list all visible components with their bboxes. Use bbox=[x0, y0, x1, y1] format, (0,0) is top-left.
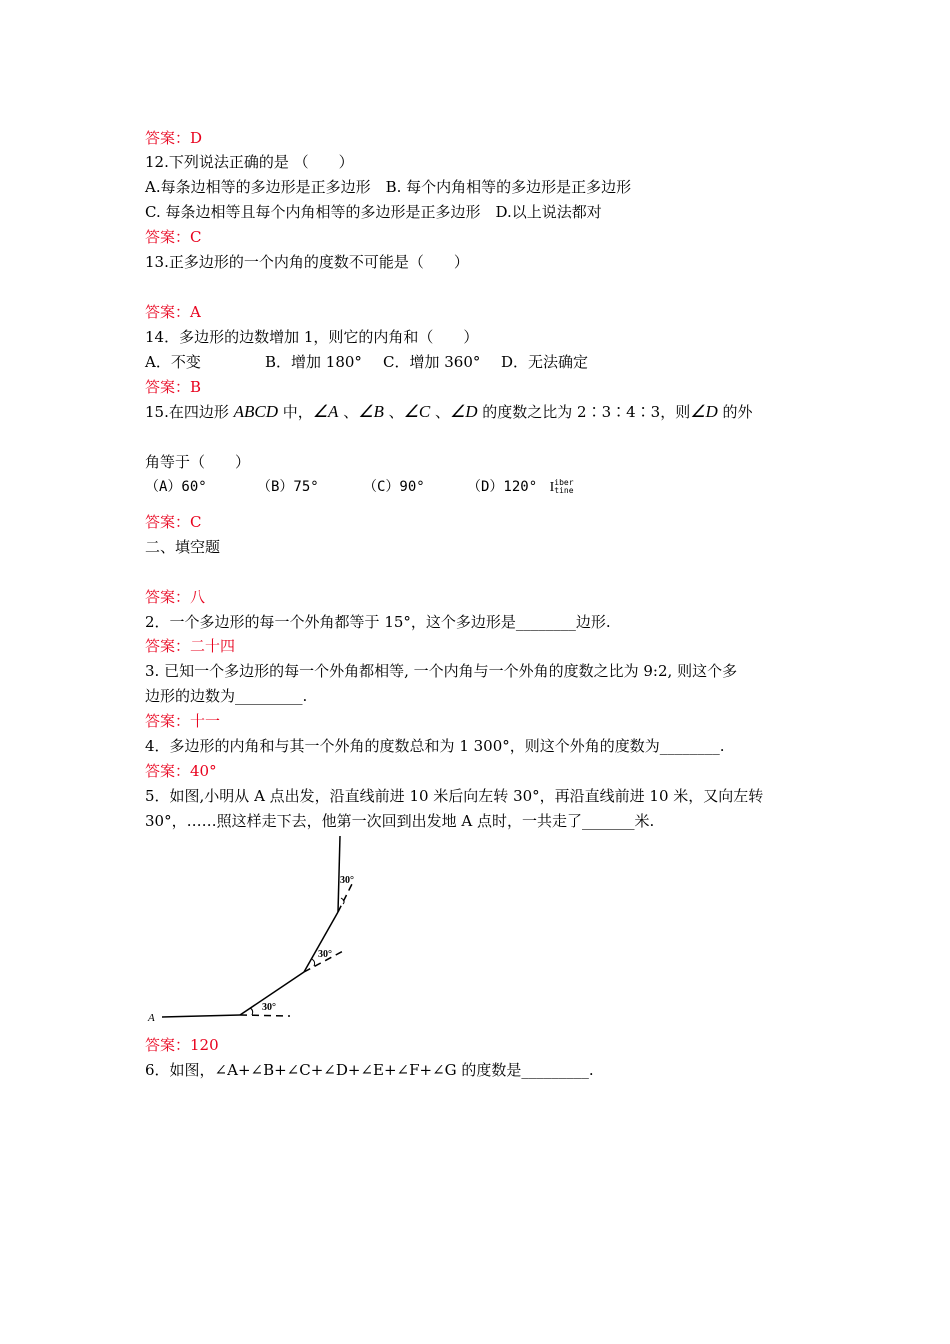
extension-line-1 bbox=[240, 1015, 290, 1016]
fill-question-5: 5．如图,小明从 A 点出发，沿直线前进 10 米后向左转 30°，再沿直线前进 10 米，又向左转 bbox=[145, 787, 764, 805]
angle-arc-2 bbox=[312, 959, 315, 966]
path-segment-3 bbox=[304, 912, 338, 972]
fill-question-3: 3. 已知一个多边形的每一个外角都相等, 一个内角与一个外角的度数之比为 9:2, 则这个多 bbox=[145, 662, 738, 680]
math-angle-c: ∠C bbox=[403, 402, 431, 421]
angle-label-2: 30° bbox=[318, 949, 332, 960]
angle-label-1: 30° bbox=[262, 1002, 276, 1013]
option-b: B．增加 180° bbox=[265, 353, 362, 371]
section-title-fill-in: 二、填空题 bbox=[145, 538, 221, 556]
option-d: （D）120° bbox=[467, 479, 538, 495]
extension-line-3 bbox=[338, 882, 353, 912]
question-15-options bbox=[145, 477, 574, 498]
fill-question-5-cont: 30°，……照这样走下去，他第一次回到出发地 A 点时，一共走了_______米. bbox=[145, 812, 655, 830]
option-a: A．不变 bbox=[145, 353, 201, 371]
question-12-options-cd: C. 每条边相等且每个内角相等的多边形是正多边形 D.以上说法都对 bbox=[145, 203, 602, 221]
answer-fill-4: 答案：40° bbox=[145, 762, 217, 780]
option-a: （A）60° bbox=[145, 479, 207, 495]
answer-13: 答案：A bbox=[145, 303, 201, 321]
math-angle-d-2: ∠D bbox=[690, 402, 718, 421]
answer-12: 答案：C bbox=[145, 228, 202, 246]
point-a-label: A bbox=[148, 1012, 155, 1024]
walking-path-figure bbox=[140, 832, 380, 1032]
option-d: D．无法确定 bbox=[501, 353, 589, 371]
option-b: （B）75° bbox=[257, 479, 319, 495]
answer-fill-1: 答案：八 bbox=[145, 588, 206, 606]
question-13: 13.正多边形的一个内角的度数不可能是（ ） bbox=[145, 253, 469, 271]
fill-question-2: 2．一个多边形的每一个外角都等于 15°，这个多边形是________边形. bbox=[145, 613, 611, 631]
question-15-cont: 角等于（ ） bbox=[145, 453, 251, 471]
math-angle-a: ∠A bbox=[312, 402, 339, 421]
option-c: （C）90° bbox=[363, 479, 425, 495]
fill-question-3-cont: 边形的边数为_________. bbox=[145, 687, 308, 705]
answer-14: 答案：B bbox=[145, 378, 202, 396]
question-15: 15.在四边形 ABCD 中，∠A 、∠B 、∠C 、∠D 的度数之比为 2∶3∶4∶3，则∠D 的外 bbox=[145, 402, 753, 421]
question-12: 12.下列说法正确的是 （ ） bbox=[145, 153, 354, 171]
angle-label-3: 30° bbox=[340, 875, 354, 886]
angle-arc-1 bbox=[250, 1008, 253, 1015]
fill-question-6: 6．如图，∠A+∠B+∠C+∠D+∠E+∠F+∠G 的度数是_________. bbox=[145, 1061, 594, 1079]
fill-question-4: 4．多边形的内角和与其一个外角的度数总和为 1 300°，则这个外角的度数为________. bbox=[145, 737, 725, 755]
math-abcd: ABCD bbox=[233, 402, 279, 421]
stray-glyph: I bbox=[549, 480, 555, 495]
math-angle-b: ∠B bbox=[358, 402, 384, 421]
path-segment-1 bbox=[162, 1015, 240, 1017]
answer-11: 答案：D bbox=[145, 129, 203, 147]
question-14-options bbox=[145, 352, 588, 372]
path-segment-4 bbox=[338, 836, 340, 912]
math-angle-d: ∠D bbox=[449, 402, 478, 421]
question-14: 14．多边形的边数增加 1，则它的内角和（ ） bbox=[145, 328, 479, 346]
angle-arc-3 bbox=[341, 898, 344, 904]
answer-15: 答案：C bbox=[145, 513, 202, 531]
answer-fill-5: 答案：120 bbox=[145, 1036, 219, 1054]
option-c: C．增加 360° bbox=[383, 353, 481, 371]
question-12-options-ab: A.每条边相等的多边形是正多边形 B. 每个内角相等的多边形是正多边形 bbox=[145, 178, 632, 196]
answer-fill-2: 答案：二十四 bbox=[145, 637, 236, 655]
answer-fill-3: 答案：十一 bbox=[145, 712, 221, 730]
stray-tiny-text: iber tine bbox=[554, 478, 574, 495]
